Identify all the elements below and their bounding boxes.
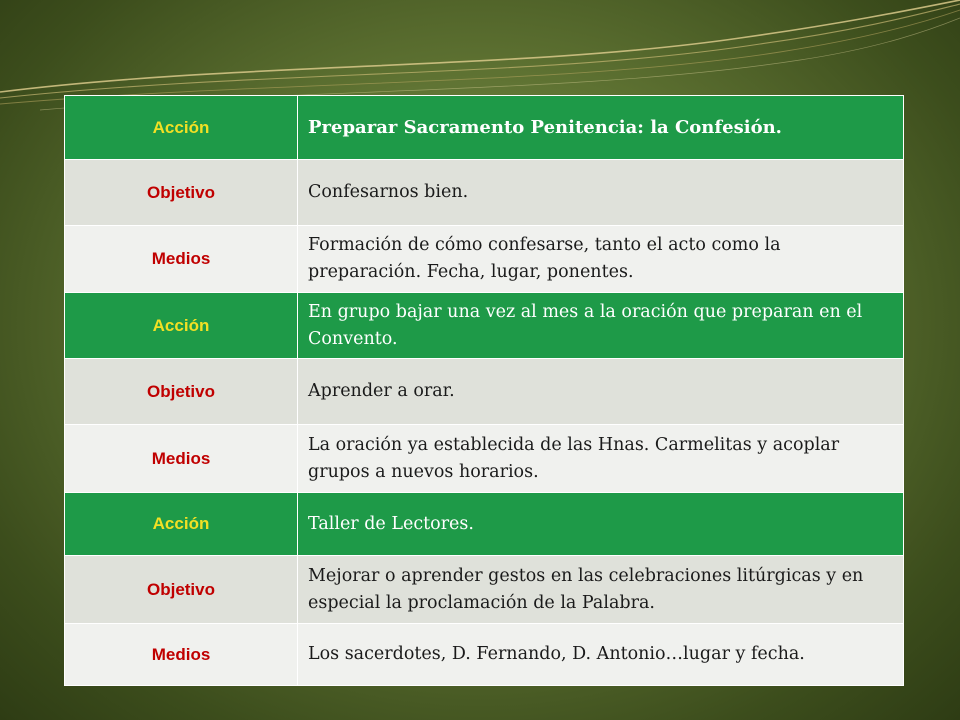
row-label: Acción [65, 293, 298, 359]
table-row [65, 493, 904, 556]
row-label: Objetivo [65, 359, 298, 425]
table-row [65, 293, 904, 359]
table-row [65, 359, 904, 425]
row-label: Objetivo [65, 160, 298, 226]
row-label: Acción [65, 96, 298, 160]
table-row [65, 425, 904, 493]
row-value: Formación de cómo confesarse, tanto el acto como la preparación. Fecha, lugar, ponentes. [298, 226, 904, 293]
row-label: Medios [65, 425, 298, 493]
row-label: Objetivo [65, 556, 298, 624]
table-row [65, 226, 904, 293]
row-value: La oración ya establecida de las Hnas. Carmelitas y acoplar grupos a nuevos horarios. [298, 425, 904, 493]
row-label: Acción [65, 493, 298, 556]
row-value: Confesarnos bien. [298, 160, 904, 226]
table-row [65, 160, 904, 226]
row-value: Mejorar o aprender gestos en las celebraciones litúrgicas y en especial la proclamación de la Palabra. [298, 556, 904, 624]
row-value: Preparar Sacramento Penitencia: la Confesión. [298, 96, 904, 160]
actions-table [64, 95, 904, 686]
row-value: Aprender a orar. [298, 359, 904, 425]
table-row [65, 556, 904, 624]
table-row [65, 624, 904, 686]
row-value: Los sacerdotes, D. Fernando, D. Antonio…lugar y fecha. [298, 624, 904, 686]
table-row [65, 96, 904, 160]
row-value: En grupo bajar una vez al mes a la oración que preparan en el Convento. [298, 293, 904, 359]
row-label: Medios [65, 226, 298, 293]
row-value: Taller de Lectores. [298, 493, 904, 556]
row-label: Medios [65, 624, 298, 686]
